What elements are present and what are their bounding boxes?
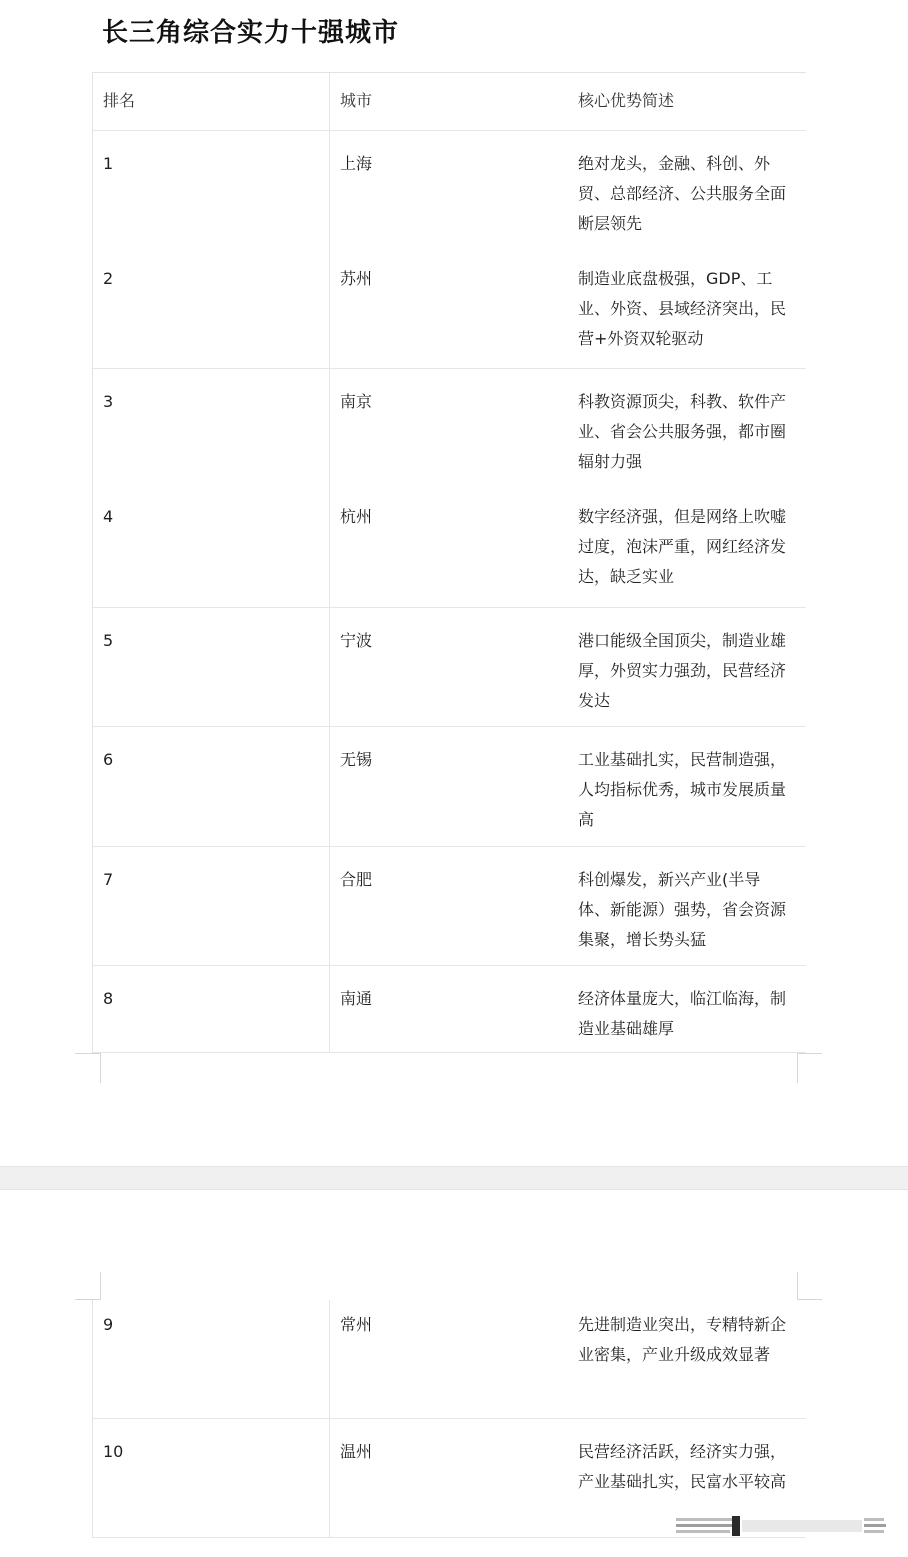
desc-cell: 先进制造业突出，专精特新企业密集，产业升级成效显著 [578,1315,787,1364]
page-corner-mark [797,1053,822,1054]
table-row [93,246,806,369]
page-corner-mark [100,1053,101,1083]
rank-cell: 6 [93,727,330,846]
scroll-indicator-icon[interactable] [672,1514,890,1538]
city-cell: 苏州 [340,269,373,288]
city-cell: 温州 [340,1442,373,1461]
city-cell: 南京 [340,392,373,411]
desc-cell: 工业基础扎实，民营制造强，人均指标优秀，城市发展质量高 [578,750,787,829]
city-cell: 南通 [340,989,373,1008]
desc-cell: 数字经济强，但是网络上吹嘘过度，泡沫严重，网红经济发达，缺乏实业 [578,507,787,586]
desc-cell: 民营经济活跃，经济实力强，产业基础扎实，民富水平较高 [578,1442,787,1491]
page-corner-mark [797,1272,798,1300]
rank-cell: 1 [93,131,330,246]
city-cell: 无锡 [340,750,373,769]
table-row [93,131,806,246]
table-row [93,727,806,847]
table-row [93,966,806,1053]
table-row [93,369,806,484]
page-corner-mark [797,1053,798,1083]
rank-cell: 7 [93,847,330,965]
desc-cell: 港口能级全国顶尖，制造业雄厚，外贸实力强劲，民营经济发达 [578,631,787,710]
table-row [93,484,806,608]
desc-cell: 科教资源顶尖，科教、软件产业、省会公共服务强，都市圈辐射力强 [578,392,787,471]
header-desc: 核心优势简述 [578,91,675,110]
header-rank: 排名 [93,73,330,130]
desc-cell: 绝对龙头，金融、科创、外贸、总部经济、公共服务全面断层领先 [578,154,787,233]
rank-cell: 3 [93,369,330,484]
table-header-row [93,73,806,131]
desc-cell: 科创爆发，新兴产业(半导体、新能源）强势，省会资源集聚，增长势头猛 [578,870,787,949]
table-row [93,847,806,966]
page-separator [0,1166,908,1190]
ranking-table-page-2 [92,1300,806,1538]
rank-cell: 5 [93,608,330,726]
city-cell: 合肥 [340,870,373,889]
page-title: 长三角综合实力十强城市 [102,18,400,48]
ranking-table-page-1 [92,72,806,1053]
page-corner-mark [100,1272,101,1300]
city-cell: 宁波 [340,631,373,650]
table-row [93,1300,806,1419]
page-corner-mark [75,1053,100,1054]
desc-cell: 经济体量庞大，临江临海，制造业基础雄厚 [578,989,787,1038]
rank-cell: 2 [93,246,330,368]
city-cell: 杭州 [340,507,373,526]
header-city: 城市 [340,91,373,110]
rank-cell: 9 [93,1300,330,1418]
desc-cell: 制造业底盘极强，GDP、工业、外资、县域经济突出，民营+外资双轮驱动 [578,269,787,348]
rank-cell: 10 [93,1419,330,1537]
rank-cell: 8 [93,966,330,1052]
city-cell: 上海 [340,154,373,173]
city-cell: 常州 [340,1315,373,1334]
table-row [93,608,806,727]
rank-cell: 4 [93,484,330,607]
